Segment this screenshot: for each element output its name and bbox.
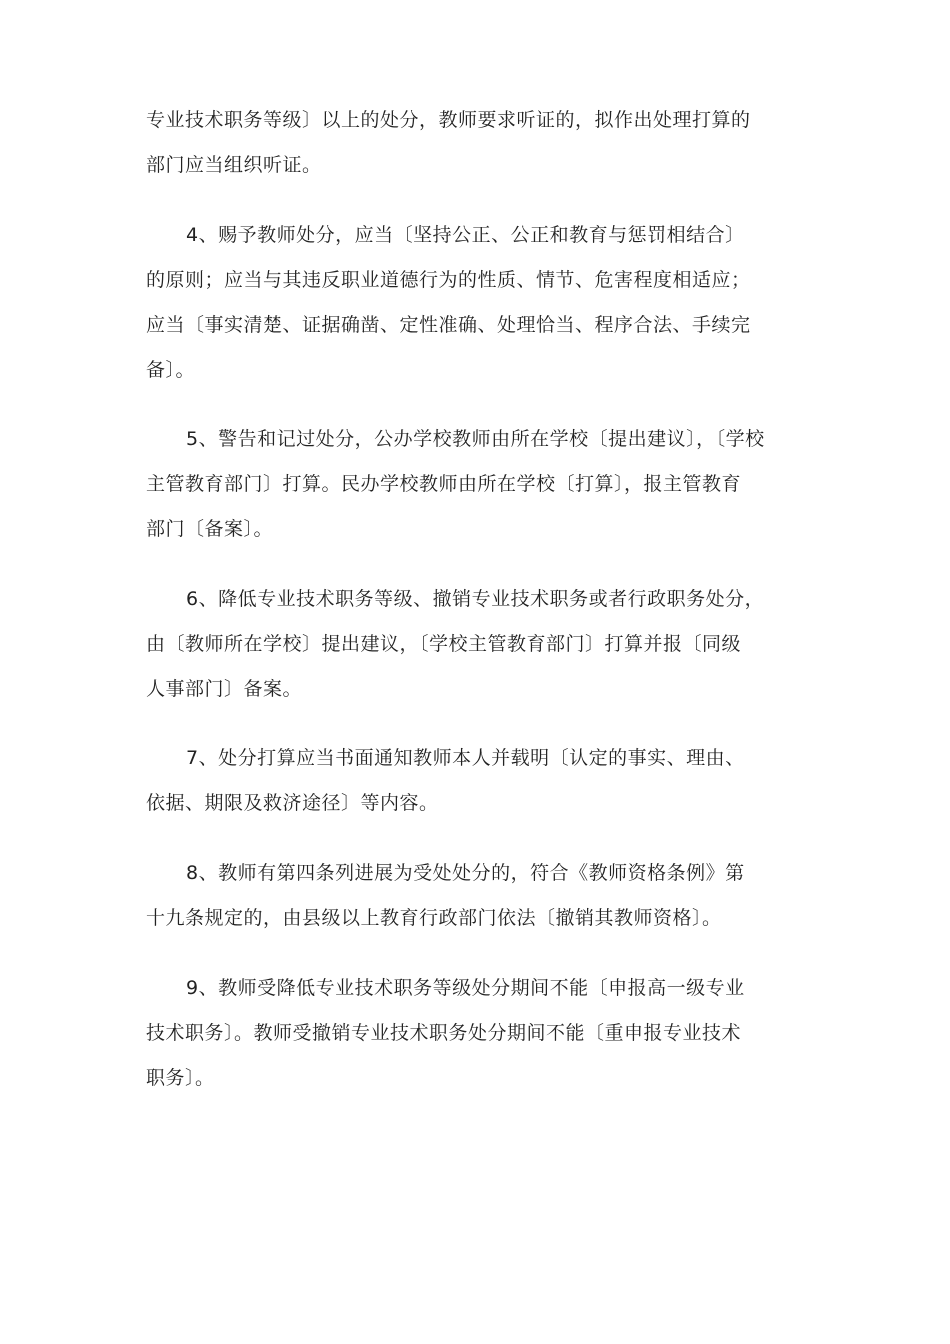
clause-5-line: 5、警告和记过处分，公办学校教师由所在学校〔提出建议〕，〔学校 bbox=[186, 428, 765, 450]
text-line: 的原则；应当与其违反职业道德行为的性质、情节、危害程度相适应； bbox=[146, 269, 751, 291]
text-line: 职务〕。 bbox=[146, 1067, 215, 1089]
clause-7-line: 7、处分打算应当书面通知教师本人并载明〔认定的事实、理由、 bbox=[186, 747, 745, 769]
text-line: 十九条规定的，由县级以上教育行政部门依法〔撤销其教师资格〕。 bbox=[146, 907, 722, 929]
clause-9-line: 9、教师受降低专业技术职务等级处分期间不能〔申报高一级专业 bbox=[186, 977, 745, 999]
clause-8-line: 8、教师有第四条列进展为受处处分的，符合《教师资格条例》第 bbox=[186, 862, 745, 884]
text-line: 由〔教师所在学校〕提出建议，〔学校主管教育部门〕打算并报〔同级 bbox=[146, 633, 742, 655]
text-line: 专业技术职务等级〕以上的处分，教师要求听证的，拟作出处理打算的 bbox=[146, 109, 751, 131]
text-line: 备〕。 bbox=[146, 359, 196, 381]
text-line: 依据、期限及救济途径〕等内容。 bbox=[146, 792, 439, 814]
text-line: 部门应当组织听证。 bbox=[146, 154, 322, 176]
text-line: 部门〔备案〕。 bbox=[146, 518, 274, 540]
clause-4-line: 4、赐予教师处分，应当〔坚持公正、公正和教育与惩罚相结合〕 bbox=[186, 224, 745, 246]
text-line: 技术职务〕。教师受撤销专业技术职务处分期间不能〔重申报专业技术 bbox=[146, 1022, 742, 1044]
text-line: 应当〔事实清楚、证据确凿、定性准确、处理恰当、程序合法、手续完 bbox=[146, 314, 751, 336]
clause-6-line: 6、降低专业技术职务等级、撤销专业技术职务或者行政职务处分， bbox=[186, 588, 765, 610]
text-line: 主管教育部门〕打算。民办学校教师由所在学校〔打算〕，报主管教育 bbox=[146, 473, 742, 495]
text-line: 人事部门〕备案。 bbox=[146, 678, 303, 700]
